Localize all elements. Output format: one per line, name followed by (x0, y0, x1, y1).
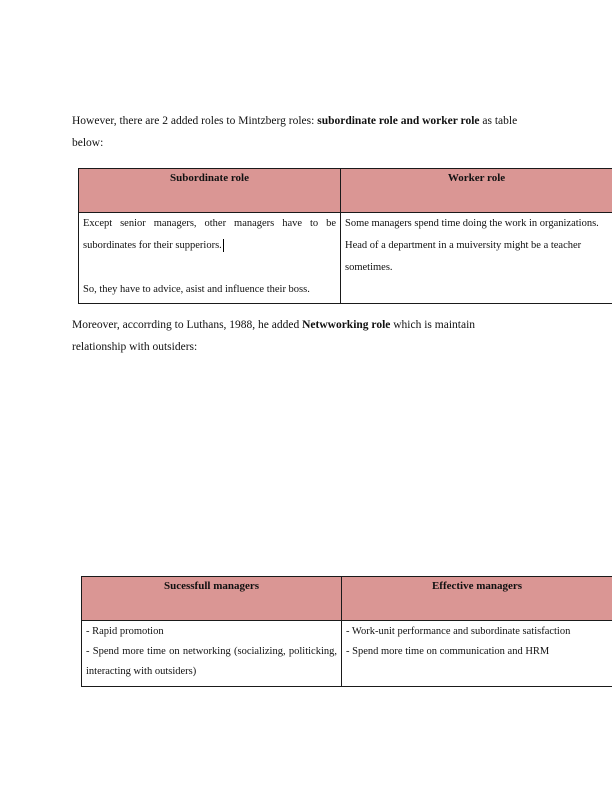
header-effective-managers: Effective managers (342, 577, 612, 621)
subordinate-role-cell (79, 213, 341, 304)
cell-line: interacting with outsiders) (86, 666, 197, 677)
roles-table (78, 168, 612, 304)
managers-table (81, 576, 612, 687)
networking-text-end: which is maintain (390, 319, 476, 331)
intro-text: However, there are 2 added roles to Mintzberg roles: (72, 115, 318, 127)
worker-role-cell (341, 213, 612, 304)
cell-line: Head of a department in a muiversity might be a teacher (345, 240, 582, 251)
successful-managers-cell (82, 621, 342, 687)
cell-line: Some managers spend time doing the work in organizations. (345, 218, 599, 229)
header-subordinate-role: Subordinate role (79, 169, 341, 213)
cell-line: - Work-unit performance and subordinate satisfaction (346, 626, 571, 637)
table-row (82, 621, 612, 687)
cell-line: Except senior managers, other managers have to be (83, 218, 336, 229)
table-header-row (82, 577, 612, 621)
effective-managers-cell (342, 621, 612, 687)
cell-line: - Rapid promotion (86, 626, 164, 637)
networking-bold-role: Netwworking role (302, 319, 391, 331)
intro-line2: below: (72, 137, 104, 149)
networking-paragraph (72, 314, 540, 358)
cell-line-text: subordinates for their supperiors. (83, 240, 222, 251)
cell-line-with-cursor (83, 235, 336, 257)
text-cursor (223, 239, 224, 252)
header-worker-role: Worker role (341, 169, 612, 213)
networking-text: Moreover, accorrding to Luthans, 1988, he added (72, 319, 303, 331)
intro-text-end: as table (479, 115, 518, 127)
cell-line: So, they have to advice, asist and influence their boss. (83, 284, 310, 295)
intro-paragraph (72, 110, 540, 154)
table-row (79, 213, 612, 304)
header-successful-managers: Sucessfull managers (82, 577, 342, 621)
networking-line2: relationship with outsiders: (72, 341, 198, 353)
cell-line: - Spend more time on communication and HRM (346, 646, 550, 657)
table-header-row (79, 169, 612, 213)
cell-line: sometimes. (345, 262, 393, 273)
cell-line: - Spend more time on networking (socializing, politicking, (86, 646, 337, 657)
intro-bold-roles: subordinate role and worker role (317, 115, 480, 127)
